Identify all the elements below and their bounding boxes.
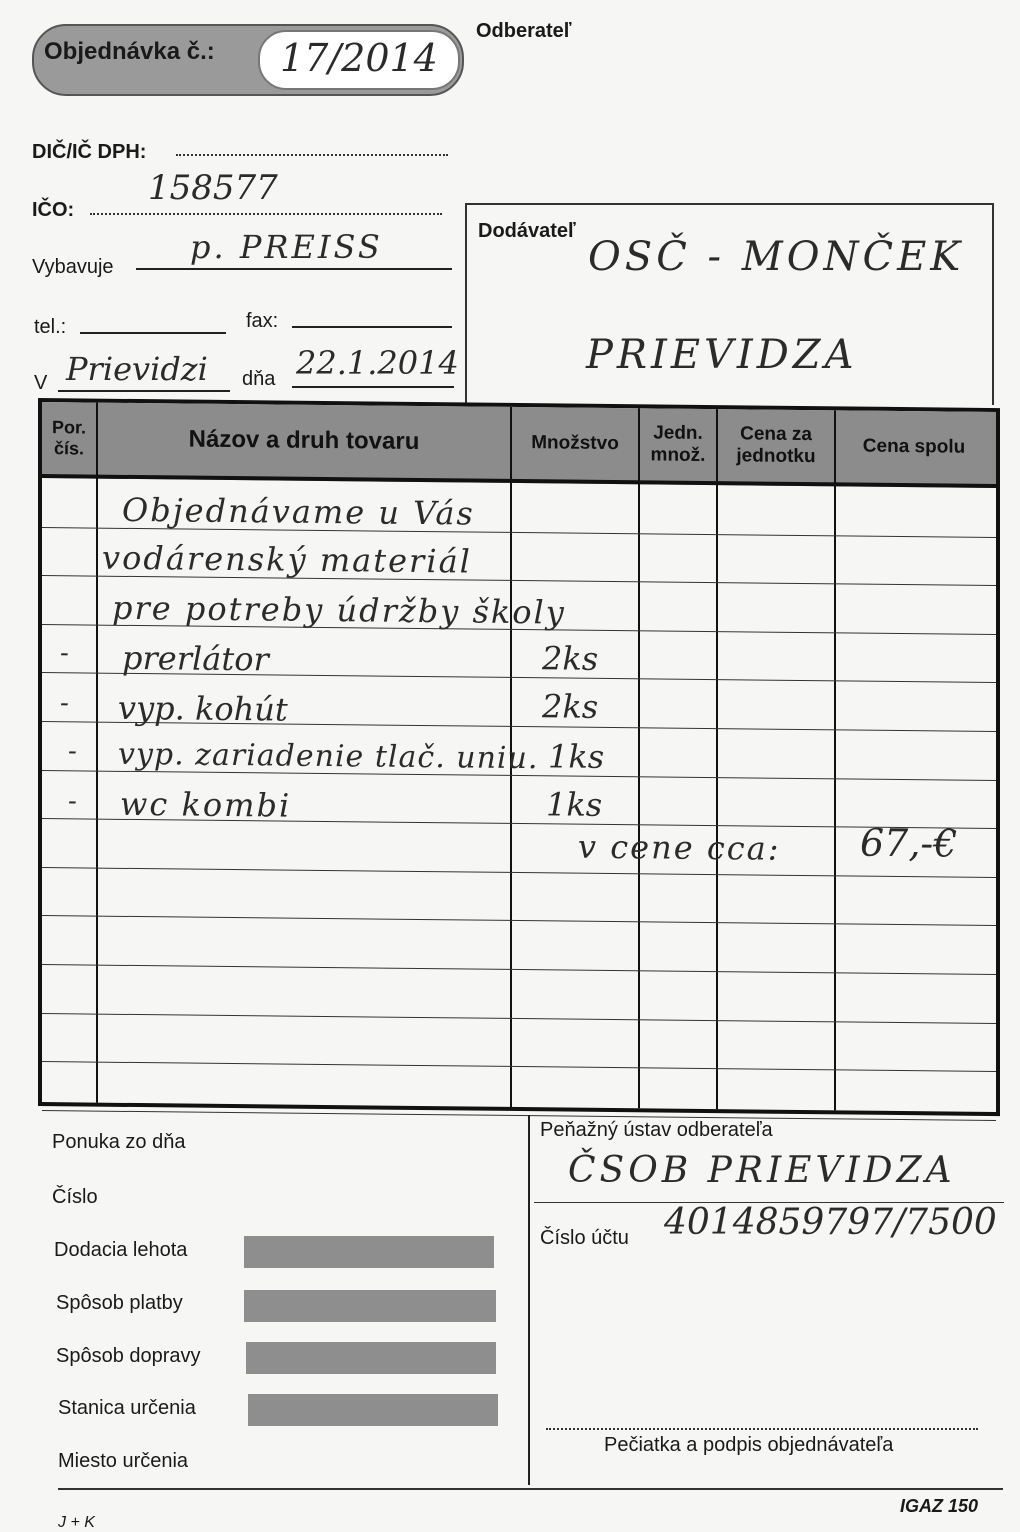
approx-price-label: v cene cca: (578, 827, 781, 868)
row-name: Objednávame u Vás (122, 490, 475, 533)
tel-label: tel.: (34, 316, 67, 338)
row-mark: - (60, 688, 69, 719)
col-divider (638, 408, 640, 1108)
row-name: vyp. kohút (118, 688, 288, 729)
order-label: Objednávka č.: (44, 38, 215, 65)
approx-price-total: 67,-€ (860, 820, 958, 866)
col-price-header: Cena za jednotku (736, 423, 816, 468)
destination-label: Miesto určenia (58, 1450, 189, 1472)
row-divider (42, 867, 996, 878)
row-divider (42, 1110, 996, 1121)
row-mark: - (68, 736, 77, 767)
row-divider (42, 1013, 996, 1024)
row-qty: 2ks (542, 639, 599, 678)
footer-code: IGAZ 150 (900, 1496, 979, 1516)
section-divider (528, 1115, 530, 1485)
signature-line[interactable] (546, 1428, 978, 1430)
account-label: Číslo účtu (540, 1227, 629, 1249)
row-mark: - (60, 638, 69, 669)
offer-date-label: Ponuka zo dňa (52, 1131, 186, 1153)
transport-label: Spôsob dopravy (56, 1345, 201, 1367)
row-name: prerlátor (122, 638, 269, 679)
payment-field[interactable] (244, 1290, 496, 1322)
station-label: Stanica určenia (58, 1397, 196, 1419)
footer-line (58, 1488, 1003, 1490)
place-value: Prievidzi (66, 350, 208, 388)
col-divider (834, 410, 836, 1110)
signature-label: Pečiatka a podpis objednávateľa (604, 1434, 894, 1456)
row-name: wc kombi (120, 784, 292, 825)
date-value: 22.1.2014 (296, 344, 459, 382)
order-number-value: 17/2014 (280, 36, 438, 80)
date-field[interactable] (292, 386, 454, 388)
supplier-city: PRIEVIDZA (586, 332, 858, 378)
row-name: pre potreby údržby školy (112, 588, 566, 632)
station-field[interactable] (248, 1394, 498, 1426)
dic-field[interactable] (176, 154, 448, 156)
col-total-header: Cena spolu (862, 435, 966, 458)
bank-value: ČSOB PRIEVIDZA (568, 1150, 956, 1191)
delivery-field[interactable] (244, 1236, 494, 1268)
payment-label: Spôsob platby (56, 1292, 183, 1314)
transport-field[interactable] (246, 1342, 496, 1374)
row-qty: 1ks (546, 785, 603, 824)
row-divider (42, 964, 996, 975)
col-qty-header: Množstvo (531, 432, 619, 455)
customer-label: Odberateľ (476, 20, 572, 42)
bank-label: Peňažný ústav odberateľa (540, 1119, 773, 1141)
number-label: Číslo (52, 1186, 98, 1208)
date-label: dňa (242, 368, 276, 390)
handled-by-value: p. PREISS (190, 228, 383, 266)
col-name-header: Názov a druh tovaru (188, 425, 420, 455)
footer-left: J + K (58, 1514, 95, 1531)
col-divider (716, 409, 718, 1109)
supplier-label: Dodávateľ (478, 220, 576, 242)
row-name: vyp. zariadenie tlač. uniu. (118, 736, 539, 777)
row-name: vodárenský materiál (102, 538, 472, 581)
row-divider (42, 1061, 996, 1072)
handled-by-label: Vybavuje (32, 256, 114, 278)
row-divider (42, 915, 996, 926)
account-value: 4014859797/7500 (664, 1202, 997, 1243)
ico-field[interactable] (90, 213, 442, 215)
dic-label: DIČ/IČ DPH: (32, 141, 147, 163)
goods-table (38, 398, 1000, 1116)
supplier-name: OSČ - MONČEK (588, 234, 965, 280)
col-divider (96, 403, 98, 1103)
col-por-header: Por. čís. (51, 417, 86, 459)
row-mark: - (68, 786, 77, 817)
handled-by-field[interactable] (136, 268, 452, 270)
row-qty: 1ks (548, 737, 605, 776)
place-field[interactable] (58, 390, 230, 392)
fax-label: fax: (246, 310, 279, 332)
place-prefix: V (34, 372, 48, 394)
ico-label: IČO: (32, 199, 75, 221)
ico-value: 158577 (148, 168, 278, 208)
col-unit-header: Jedn. množ. (650, 422, 706, 466)
row-qty: 2ks (542, 687, 599, 726)
fax-field[interactable] (292, 326, 452, 328)
tel-field[interactable] (80, 332, 226, 334)
delivery-label: Dodacia lehota (54, 1239, 188, 1261)
